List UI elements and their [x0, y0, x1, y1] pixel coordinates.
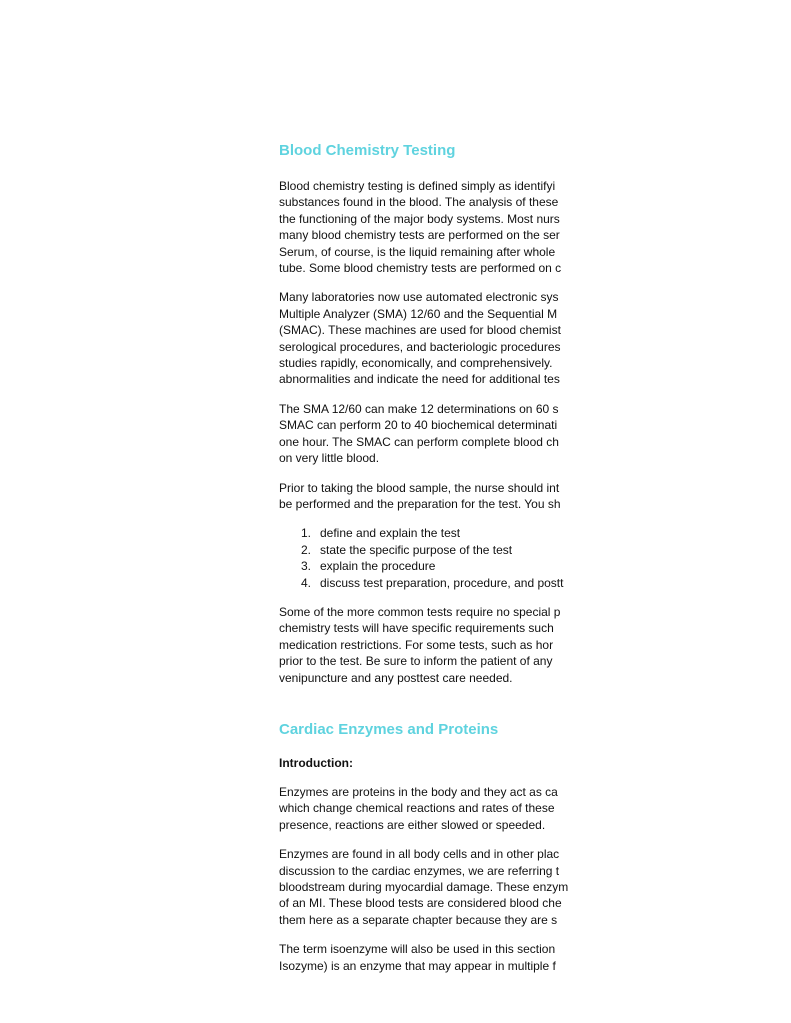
list-number: 3. — [301, 559, 312, 574]
text-line: studies rapidly, economically, and comprehensively. — [279, 356, 553, 371]
list-item — [279, 575, 596, 591]
list-item — [279, 542, 596, 558]
text-line: Enzymes are proteins in the body and they act as ca — [279, 784, 558, 799]
text-line: Enzymes are found in all body cells and in other plac — [279, 847, 560, 862]
text-line: The SMA 12/60 can make 12 determinations on 60 s — [279, 401, 559, 416]
paragraph — [279, 401, 596, 467]
text-line: serological procedures, and bacteriologic procedures — [279, 339, 561, 354]
text-line: abnormalities and indicate the need for additional tes — [279, 372, 560, 387]
text-line: many blood chemistry tests are performed on the ser — [279, 228, 560, 243]
paragraph — [279, 604, 596, 686]
numbered-list — [279, 525, 596, 591]
text-line: Isozyme) is an enzyme that may appear in multiple f — [279, 958, 556, 973]
section-heading-blood-chemistry: Blood Chemistry Testing — [279, 142, 456, 159]
text-line: Multiple Analyzer (SMA) 12/60 and the Sequential M — [279, 306, 558, 321]
paragraph — [279, 941, 596, 974]
text-line: which change chemical reactions and rates of these — [279, 801, 555, 816]
text-line: the functioning of the major body systems. Most nurs — [279, 211, 560, 226]
text-column-inner — [279, 140, 596, 974]
list-number: 4. — [301, 575, 312, 590]
paragraph — [279, 289, 596, 387]
text-line: bloodstream during myocardial damage. These enzym — [279, 880, 569, 894]
text-line: SMAC can perform 20 to 40 biochemical determinati — [279, 418, 558, 433]
text-line: them here as a separate chapter because they are s — [279, 912, 558, 927]
text-line: medication restrictions. For some tests, such as hor — [279, 637, 554, 652]
list-item — [279, 558, 596, 574]
text-line: Blood chemistry testing is defined simply as identifyi — [279, 179, 556, 193]
list-item-text: state the specific purpose of the test — [320, 542, 513, 557]
paragraph — [279, 480, 596, 513]
text-line: The term isoenzyme will also be used in this section — [279, 942, 556, 957]
text-line: be performed and the preparation for the test. You sh — [279, 496, 561, 511]
subheading-introduction: Introduction: — [279, 755, 353, 770]
text-line: Many laboratories now use automated electronic sys — [279, 290, 559, 305]
text-line: Serum, of course, is the liquid remaining after whole — [279, 244, 556, 259]
list-number: 2. — [301, 542, 312, 557]
text-line: Prior to taking the blood sample, the nurse should int — [279, 480, 560, 495]
text-column — [279, 140, 596, 990]
text-line: of an MI. These blood tests are considered blood che — [279, 896, 562, 911]
text-line: discussion to the cardiac enzymes, we are referring t — [279, 863, 560, 878]
text-line: (SMAC). These machines are used for blood chemist — [279, 323, 561, 338]
text-line: presence, reactions are either slowed or speeded. — [279, 817, 546, 832]
paragraph — [279, 846, 596, 928]
list-number: 1. — [301, 526, 312, 541]
list-item — [279, 525, 596, 541]
text-line: chemistry tests will have specific requirements such — [279, 621, 554, 636]
text-line: prior to the test. Be sure to inform the patient of any — [279, 654, 553, 669]
paragraph — [279, 784, 596, 833]
list-item-text: define and explain the test — [320, 526, 461, 541]
section-heading-cardiac-enzymes: Cardiac Enzymes and Proteins — [279, 720, 499, 738]
text-line: on very little blood. — [279, 451, 380, 466]
text-line: Some of the more common tests require no special p — [279, 604, 561, 619]
text-line: substances found in the blood. The analysis of these — [279, 195, 559, 210]
list-item-text: discuss test preparation, procedure, and postt — [320, 575, 564, 590]
paragraph — [279, 178, 596, 276]
text-line: tube. Some blood chemistry tests are performed on c — [279, 261, 562, 276]
text-line: venipuncture and any posttest care needed. — [279, 670, 513, 685]
text-line: one hour. The SMAC can perform complete blood ch — [279, 434, 559, 449]
list-item-text: explain the procedure — [320, 559, 436, 574]
